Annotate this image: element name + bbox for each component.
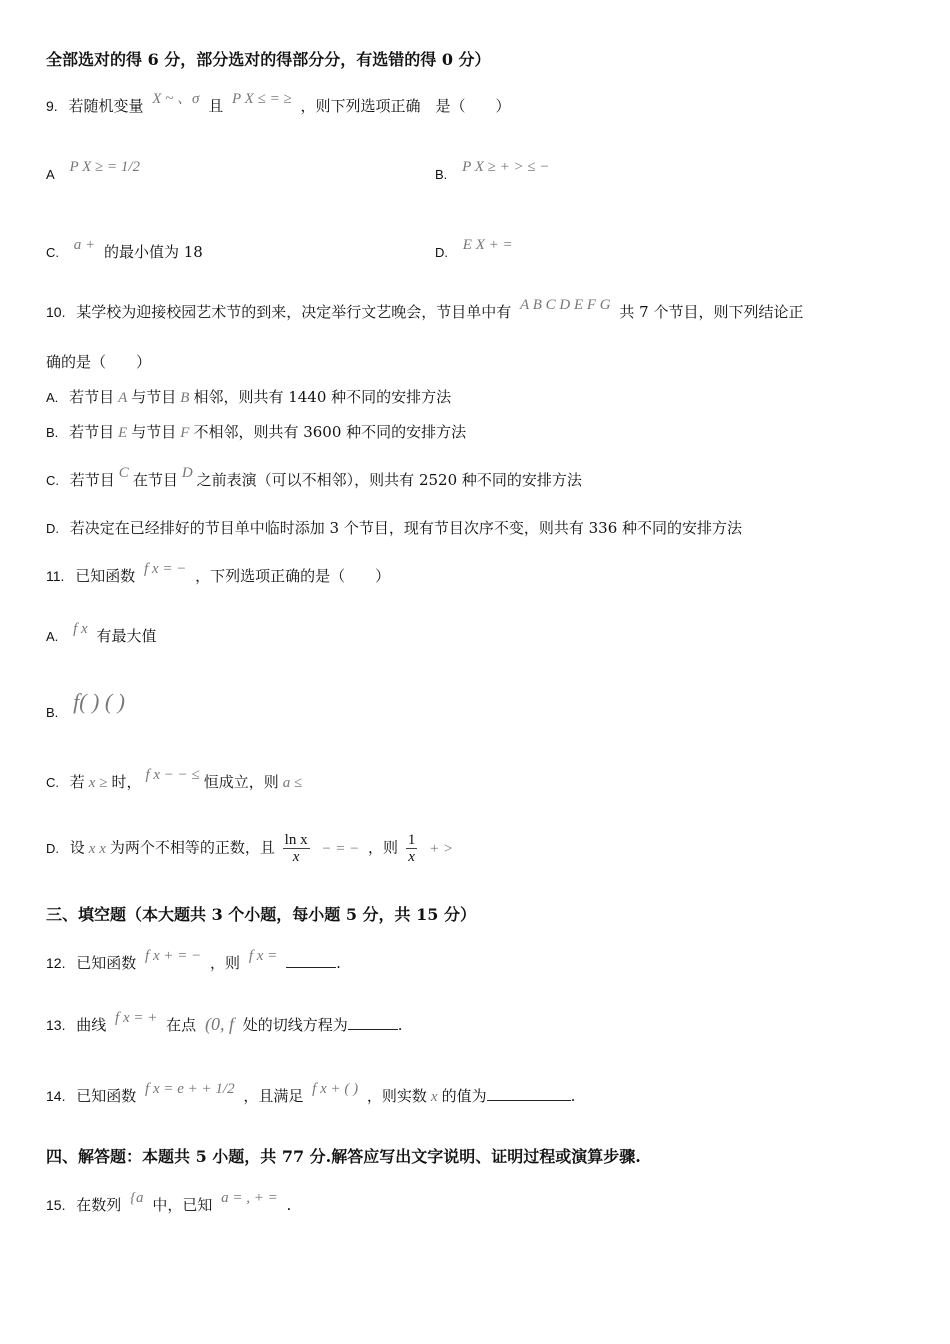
formula: f x = — [248, 948, 278, 964]
question-9-option-b — [435, 159, 553, 185]
option-text: ，则 — [368, 838, 399, 857]
option-text: 若节目 — [69, 388, 115, 406]
question-10-stem — [46, 297, 804, 323]
section-title: 四、解答题：本题共 5 小题，共 77 分.解答应写出文字说明、证明过程或演算步骤. — [46, 1147, 641, 1166]
formula: − = − — [321, 840, 360, 857]
question-number: 13. — [46, 1017, 66, 1033]
formula: E X + = — [462, 237, 513, 253]
formula: a ≤ — [282, 775, 303, 791]
question-10-option-d — [46, 518, 742, 539]
option-label: B. — [46, 425, 59, 440]
option-label: D. — [46, 840, 59, 856]
question-number: 15. — [46, 1197, 66, 1213]
option-label: B. — [435, 167, 448, 182]
question-9-option-c — [46, 237, 203, 263]
section-title: 三、填空题（本大题共 3 个小题，每小题 5 分，共 15 分） — [46, 905, 476, 924]
option-text: 恒成立，则 — [203, 773, 279, 791]
option-text: 不相邻，则共有 3600 种不同的安排方法 — [193, 423, 467, 441]
formula: f( ) ( ) — [73, 689, 125, 714]
formula: f x = − — [144, 561, 187, 577]
stem-text: 处的切线方程为 — [242, 1016, 348, 1034]
option-label: A. — [46, 629, 59, 644]
formula: F — [180, 425, 190, 441]
option-text: 若节目 — [69, 471, 115, 489]
stem-text: 的值为 — [441, 1087, 487, 1105]
formula: C — [118, 465, 129, 481]
formula: P X ≤ = ≥ — [232, 91, 292, 107]
period: . — [336, 954, 341, 972]
stem-text: 在数列 — [76, 1196, 122, 1214]
formula: a + — [73, 237, 96, 253]
formula: A — [118, 390, 128, 406]
formula: B — [180, 390, 190, 406]
option-label: B. — [46, 705, 59, 720]
formula: f x = e + + 1/2 — [145, 1081, 235, 1097]
answer-blank[interactable] — [487, 1086, 571, 1101]
option-label: D. — [435, 245, 448, 260]
stem-text: 曲线 — [76, 1016, 107, 1034]
stem-text: 已知函数 — [75, 567, 136, 585]
option-text: 的最小值为 18 — [103, 243, 203, 261]
question-9-stem — [46, 91, 511, 117]
option-text: 若节目 — [69, 423, 115, 441]
stem-text: 若随机变量 — [68, 97, 144, 115]
question-11-option-c — [46, 767, 306, 793]
fraction-numerator: ln x — [284, 832, 308, 848]
question-10-stem-cont — [46, 352, 151, 372]
stem-text: ，且满足 — [243, 1087, 304, 1105]
question-13 — [46, 1010, 403, 1036]
option-label: A — [46, 167, 55, 182]
question-12 — [46, 948, 341, 974]
question-9-option-a — [46, 159, 144, 185]
option-text: 相邻，则共有 1440 种不同的安排方法 — [193, 388, 452, 406]
stem-text: 共 7 个节目，则下列结论正 — [619, 303, 804, 321]
stem-text: 已知函数 — [76, 954, 137, 972]
answer-blank[interactable] — [286, 953, 336, 968]
question-number: 9. — [46, 98, 58, 114]
formula: D — [181, 465, 193, 481]
question-11-option-a — [46, 621, 157, 647]
question-14 — [46, 1081, 576, 1107]
option-label: D. — [46, 521, 59, 536]
answer-blank[interactable] — [348, 1015, 398, 1030]
option-text: 为两个不相等的正数，且 — [109, 838, 275, 857]
fraction-numerator: 1 — [407, 832, 416, 848]
question-9-option-d — [435, 237, 517, 263]
stem-text: ，下列选项正确的是（ ） — [195, 567, 391, 585]
stem-text: 且 — [208, 97, 224, 115]
formula: f x − − ≤ — [145, 767, 200, 783]
formula: x — [430, 1089, 438, 1105]
stem-text: 在点 — [166, 1016, 197, 1034]
fraction — [406, 832, 418, 865]
fraction — [283, 832, 310, 865]
fraction-denominator: x — [408, 849, 415, 865]
option-text: 有最大值 — [96, 627, 157, 645]
formula: x ≥ — [88, 775, 108, 791]
formula: f x + = − — [145, 948, 202, 964]
question-10-option-c — [46, 465, 582, 491]
formula: a = , + = — [221, 1190, 278, 1206]
option-text: 在节目 — [132, 471, 178, 489]
stem-text: 某学校为迎接校园艺术节的到来，决定举行文艺晚会，节目单中有 — [76, 303, 512, 321]
scoring-note-text: 全部选对的得 6 分，部分选对的得部分分，有选错的得 0 分） — [46, 50, 491, 69]
formula: E — [118, 425, 128, 441]
stem-text: ，则下列选项正确 是（ ） — [300, 97, 511, 115]
stem-text: 已知函数 — [76, 1087, 137, 1105]
formula: P X ≥ = 1/2 — [69, 159, 141, 175]
question-number: 10. — [46, 304, 66, 320]
section-3-heading — [46, 905, 476, 925]
period: . — [397, 1016, 403, 1034]
question-15 — [46, 1190, 292, 1216]
formula: {a — [130, 1190, 144, 1206]
stem-text: 确的是（ ） — [46, 353, 152, 371]
option-label: C. — [46, 775, 59, 790]
option-text: 之前表演（可以不相邻），则共有 2520 种不同的安排方法 — [196, 471, 582, 489]
question-11-option-b — [46, 689, 129, 723]
option-label: A. — [46, 390, 59, 405]
question-10-option-a — [46, 387, 451, 408]
period: . — [286, 1196, 292, 1214]
question-11-option-d — [46, 832, 457, 865]
fraction-denominator: x — [292, 849, 300, 865]
option-text: 若决定在已经排好的节目单中临时添加 3 个节目，现有节目次序不变，则共有 336 种不同的安排方法 — [69, 519, 743, 537]
question-number: 11. — [46, 568, 65, 584]
formula: f x = + — [115, 1010, 158, 1026]
question-11-stem — [46, 561, 391, 587]
option-text: 时， — [111, 773, 142, 791]
formula: f x — [73, 621, 88, 637]
option-text: 与节目 — [131, 423, 177, 441]
option-text: 若 — [69, 773, 85, 791]
period: . — [570, 1087, 576, 1105]
question-number: 14. — [46, 1088, 66, 1104]
section-4-heading — [46, 1147, 641, 1167]
stem-text: 中，已知 — [152, 1196, 213, 1214]
stem-text: ，则实数 — [366, 1087, 427, 1105]
formula: f x + ( ) — [312, 1081, 359, 1097]
question-10-option-b — [46, 422, 466, 443]
formula: + > — [429, 840, 454, 857]
formula: X ~ 、σ — [152, 91, 200, 107]
formula: P X ≥ + > ≤ − — [462, 159, 550, 175]
question-number: 12. — [46, 955, 66, 971]
option-text: 设 — [69, 838, 85, 857]
formula: x x — [88, 840, 106, 857]
formula: (0, f — [204, 1014, 234, 1034]
option-label: C. — [46, 245, 59, 260]
option-label: C. — [46, 473, 59, 488]
stem-text: ，则 — [210, 954, 241, 972]
formula: A B C D E F G — [520, 297, 611, 313]
option-text: 与节目 — [131, 388, 177, 406]
scoring-note — [46, 50, 491, 70]
